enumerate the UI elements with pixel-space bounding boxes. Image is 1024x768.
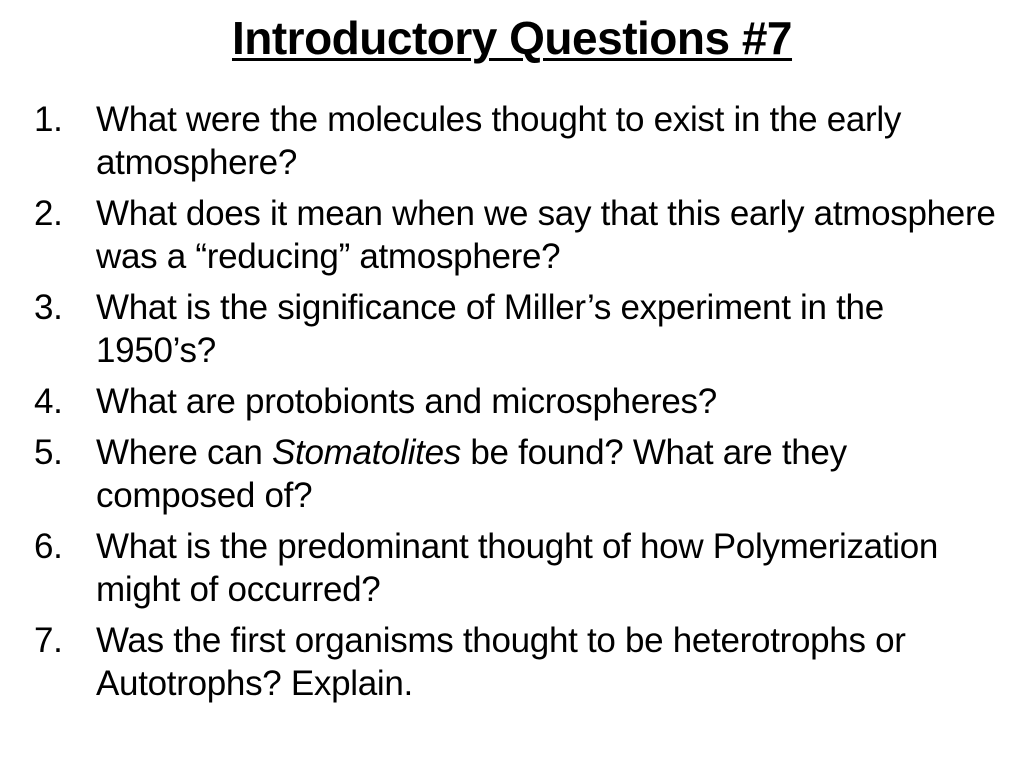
question-text: Was the first organisms thought to be heterotrophs or Autotrophs? Explain. bbox=[96, 621, 906, 703]
question-text-after: be found? What are they composed of? bbox=[96, 433, 847, 515]
question-number: 7. bbox=[34, 621, 63, 660]
question-item-5 bbox=[0, 431, 1010, 517]
question-list bbox=[0, 98, 1010, 713]
question-text: What is the predominant thought of how Polymerization might of occurred? bbox=[96, 527, 939, 609]
question-text: What is the significance of Miller’s experiment in the 1950’s? bbox=[96, 288, 884, 370]
question-item-2 bbox=[0, 192, 1010, 278]
question-text: What were the molecules thought to exist in the early atmosphere? bbox=[96, 100, 902, 182]
question-text bbox=[96, 433, 847, 515]
question-number: 6. bbox=[34, 527, 63, 566]
question-text-italic-term: Stomatolites bbox=[271, 433, 461, 472]
question-text: What does it mean when we say that this early atmosphere was a “reducing” atmosphere? bbox=[96, 194, 996, 276]
question-number: 3. bbox=[34, 288, 63, 327]
question-number: 4. bbox=[34, 382, 63, 421]
question-item-1 bbox=[0, 98, 1010, 184]
question-number: 2. bbox=[34, 194, 63, 233]
question-item-4 bbox=[0, 380, 1010, 423]
question-item-6 bbox=[0, 525, 1010, 611]
question-text-before: Where can bbox=[96, 433, 272, 472]
slide-title: Introductory Questions #7 bbox=[231, 12, 793, 64]
question-item-3 bbox=[0, 286, 1010, 372]
question-number: 5. bbox=[34, 433, 63, 472]
question-item-7 bbox=[0, 619, 1010, 705]
question-text: What are protobionts and microspheres? bbox=[96, 382, 717, 421]
question-number: 1. bbox=[34, 100, 63, 139]
